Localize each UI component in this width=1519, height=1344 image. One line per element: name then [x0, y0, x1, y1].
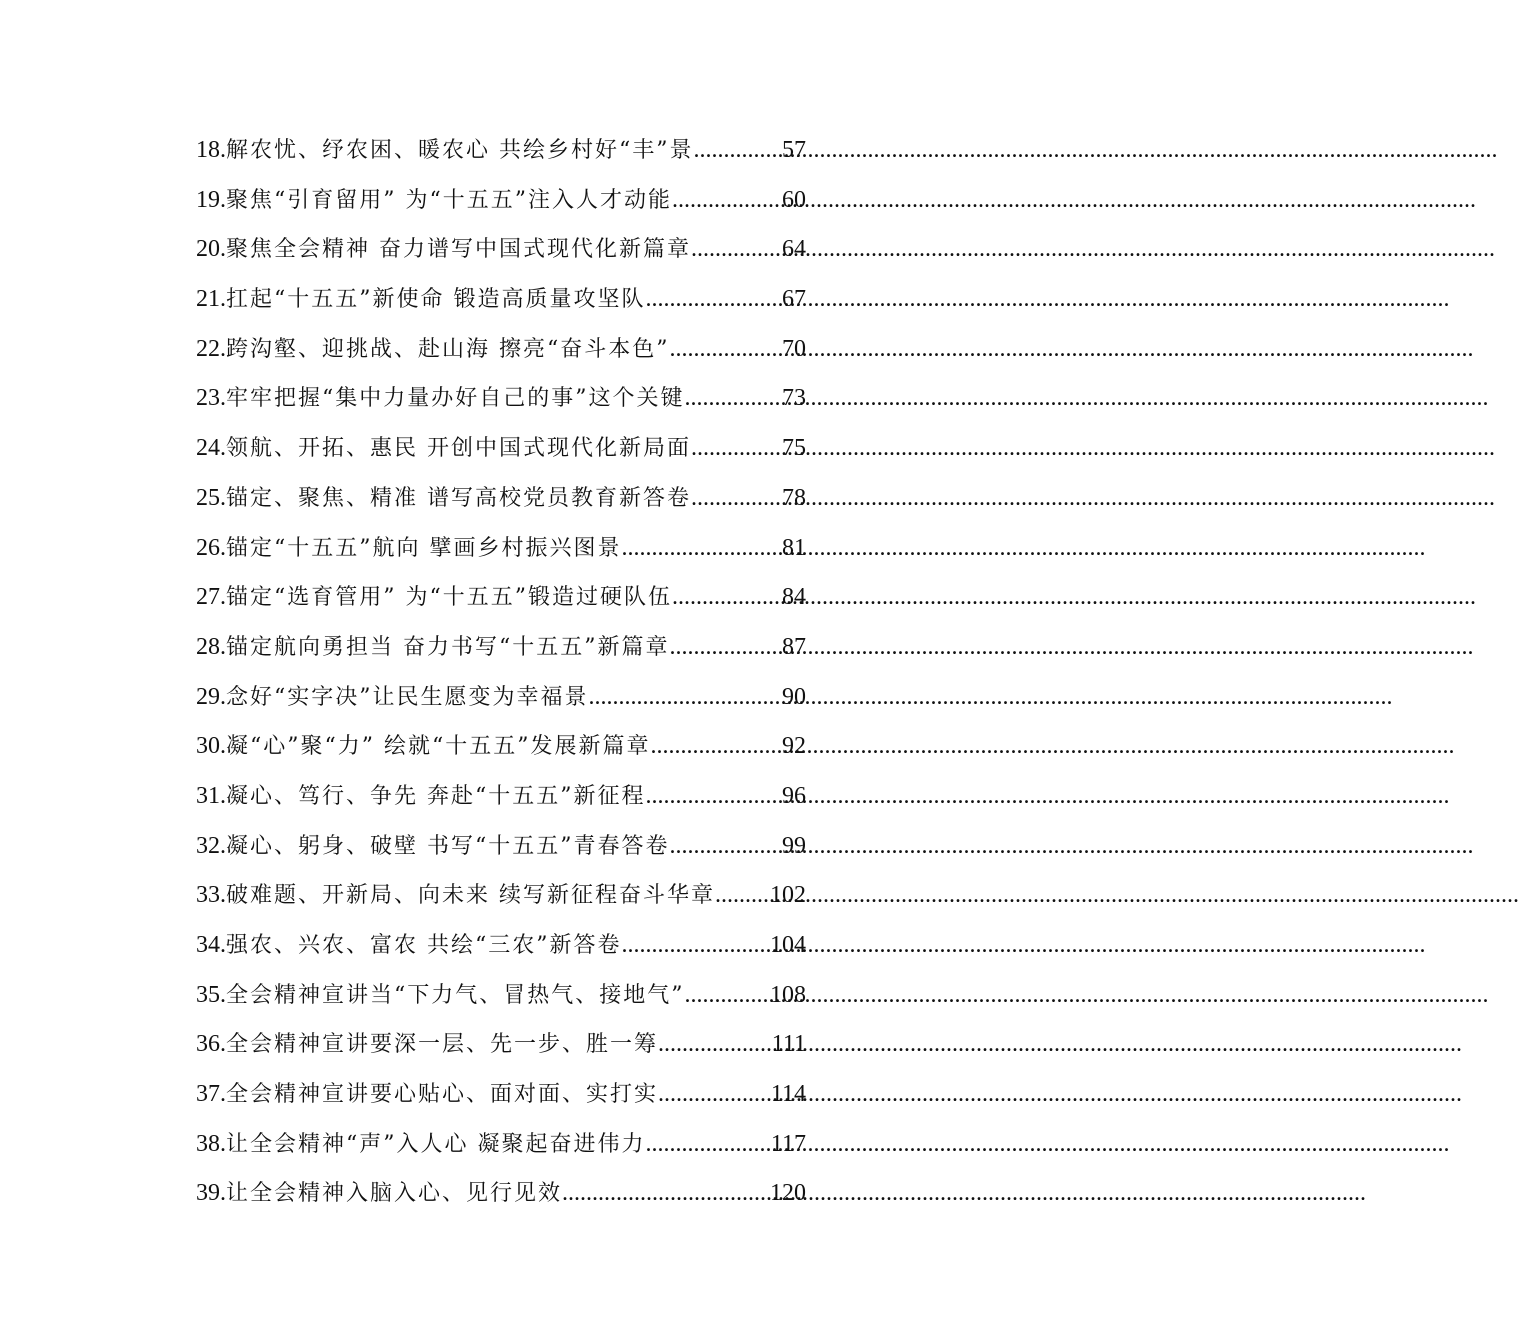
entry-page-number: 75	[782, 435, 806, 462]
entry-page-number: 92	[782, 733, 806, 760]
toc-entry	[196, 225, 806, 275]
dot-leader	[658, 1020, 772, 1070]
entry-page-number: 102	[770, 882, 806, 909]
entry-title: 强农、兴农、富农 共绘“三农”新答卷	[226, 933, 622, 958]
entry-title: 解农忧、纾农困、暖农心 共绘乡村好“丰”景	[226, 138, 694, 163]
dot-leader	[622, 921, 771, 971]
entry-page-number: 90	[782, 683, 806, 710]
toc-entry	[196, 1070, 806, 1120]
entry-title: 领航、开拓、惠民 开创中国式现代化新局面	[226, 436, 691, 462]
toc-entry	[196, 921, 806, 971]
toc-entry	[196, 374, 806, 424]
toc-entry	[196, 275, 806, 325]
entry-title: 凝心、笃行、争先 奔赴“十五五”新征程	[226, 783, 646, 809]
entry-number: 30.	[196, 733, 226, 760]
entry-page-number: 117	[770, 1130, 806, 1157]
entry-number: 37.	[196, 1081, 226, 1108]
toc-entry	[196, 871, 806, 921]
table-of-contents	[196, 126, 806, 1219]
dot-leader	[685, 971, 771, 1021]
entry-page-number: 81	[782, 534, 806, 561]
entry-title: 凝心、躬身、破壁 书写“十五五”青春答卷	[226, 833, 670, 859]
dot-leader	[685, 374, 783, 424]
dot-leader	[672, 573, 782, 623]
toc-entry	[196, 474, 806, 524]
toc-entry	[196, 424, 806, 474]
entry-number: 18.	[196, 137, 226, 163]
entry-page-number: 84	[782, 584, 806, 611]
entry-title: 念好“实字决”让民生愿变为幸福景	[226, 684, 589, 710]
entry-number: 38.	[196, 1130, 226, 1157]
entry-page-number: 108	[770, 981, 806, 1008]
entry-title: 破难题、开新局、向未来 续写新征程奋斗华章	[226, 883, 715, 909]
entry-page-number: 96	[782, 782, 806, 809]
entry-title: 牢牢把握“集中力量办好自己的事”这个关键	[226, 386, 685, 412]
toc-entry	[196, 822, 806, 872]
entry-title: 让全会精神入脑入心、见行见效	[226, 1181, 563, 1207]
dot-leader	[670, 325, 783, 375]
dot-leader	[650, 722, 782, 772]
toc-entry	[196, 1020, 806, 1070]
entry-page-number: 99	[782, 832, 806, 859]
dot-leader	[622, 524, 783, 574]
dot-leader	[670, 822, 783, 872]
toc-entry	[196, 325, 806, 375]
dot-leader	[589, 673, 783, 723]
entry-page-number: 57	[782, 137, 806, 163]
entry-number: 35.	[196, 981, 226, 1008]
toc-entry	[196, 176, 806, 226]
entry-title: 扛起“十五五”新使命 锻造高质量攻坚队	[226, 287, 646, 313]
entry-number: 20.	[196, 236, 226, 263]
entry-number: 32.	[196, 832, 226, 859]
entry-page-number: 73	[782, 385, 806, 412]
entry-title: 全会精神宣讲要深一层、先一步、胜一筹	[226, 1032, 659, 1058]
dot-leader	[670, 623, 783, 673]
toc-entry	[196, 1169, 806, 1219]
entry-title: 聚焦“引育留用” 为“十五五”注入人才动能	[226, 187, 672, 213]
toc-entry	[196, 722, 806, 772]
toc-entry	[196, 673, 806, 723]
entry-title: 凝“心”聚“力” 绘就“十五五”发展新篇章	[226, 734, 651, 760]
dot-leader	[715, 871, 770, 921]
dot-leader	[646, 1120, 771, 1170]
entry-page-number: 78	[782, 484, 806, 511]
entry-number: 28.	[196, 633, 226, 660]
dot-leader	[691, 225, 782, 275]
dot-leader	[646, 772, 783, 822]
entry-page-number: 70	[782, 335, 806, 362]
toc-entry	[196, 623, 806, 673]
entry-title: 让全会精神“声”入人心 凝聚起奋进伟力	[226, 1131, 646, 1157]
entry-page-number: 120	[770, 1180, 806, 1207]
entry-number: 33.	[196, 882, 226, 909]
toc-entry	[196, 126, 806, 176]
entry-number: 22.	[196, 335, 226, 362]
dot-leader	[672, 176, 782, 226]
toc-entry	[196, 1120, 806, 1170]
entry-title: 全会精神宣讲要心贴心、面对面、实打实	[226, 1082, 659, 1108]
entry-number: 26.	[196, 534, 226, 561]
entry-page-number: 111	[771, 1031, 806, 1058]
entry-number: 19.	[196, 186, 226, 213]
entry-number: 21.	[196, 286, 226, 313]
entry-number: 25.	[196, 484, 226, 511]
entry-title: 全会精神宣讲当“下力气、冒热气、接地气”	[226, 982, 685, 1008]
toc-entry	[196, 772, 806, 822]
dot-leader	[694, 126, 783, 176]
toc-entry	[196, 971, 806, 1021]
entry-page-number: 64	[782, 236, 806, 263]
dot-leader	[691, 424, 782, 474]
toc-entry	[196, 573, 806, 623]
entry-title: 锚定“十五五”航向 擘画乡村振兴图景	[226, 535, 622, 561]
entry-number: 27.	[196, 584, 226, 611]
dot-leader	[562, 1169, 770, 1219]
entry-page-number: 104	[770, 932, 806, 958]
entry-title: 锚定“选育管用” 为“十五五”锻造过硬队伍	[226, 585, 672, 611]
entry-number: 23.	[196, 385, 226, 412]
entry-number: 34.	[196, 932, 226, 958]
entry-title: 聚焦全会精神 奋力谱写中国式现代化新篇章	[226, 237, 691, 263]
entry-title: 锚定航向勇担当 奋力书写“十五五”新篇章	[226, 634, 670, 660]
entry-page-number: 87	[782, 633, 806, 660]
entry-number: 29.	[196, 683, 226, 710]
entry-page-number: 114	[770, 1081, 806, 1108]
dot-leader	[646, 275, 783, 325]
dot-leader	[691, 474, 782, 524]
dot-leader	[658, 1070, 771, 1120]
entry-number: 24.	[196, 435, 226, 462]
entry-page-number: 67	[782, 286, 806, 313]
entry-page-number: 60	[782, 186, 806, 213]
entry-title: 锚定、聚焦、精准 谱写高校党员教育新答卷	[226, 485, 691, 511]
entry-title: 跨沟壑、迎挑战、赴山海 擦亮“奋斗本色”	[226, 336, 670, 362]
entry-number: 31.	[196, 782, 226, 809]
entry-number: 39.	[196, 1180, 226, 1207]
entry-number: 36.	[196, 1031, 226, 1058]
toc-entry	[196, 524, 806, 574]
